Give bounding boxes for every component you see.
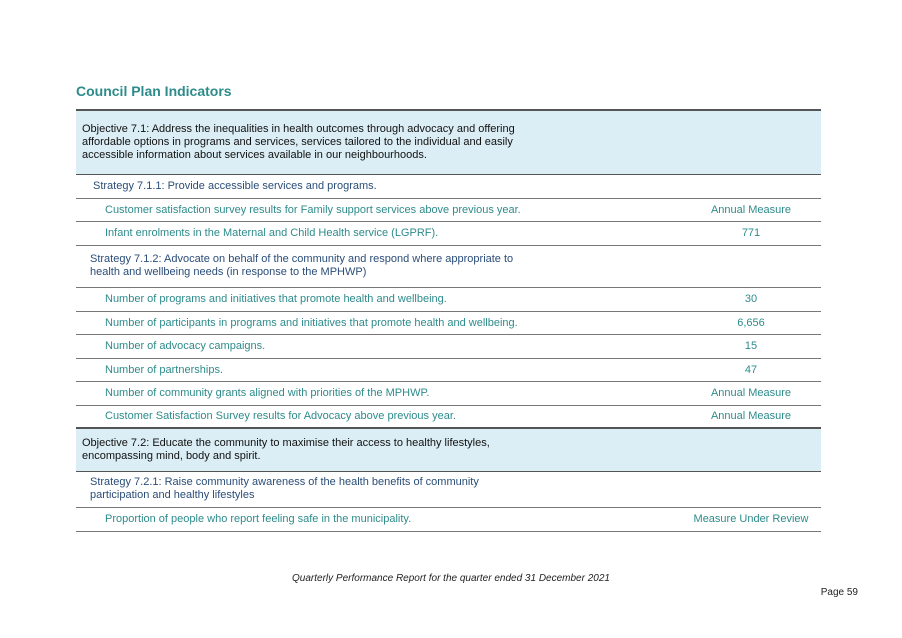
indicator-row [76,311,821,334]
strategy-text: Strategy 7.1.2: Advocate on behalf of the community and respond where appropriate to health and wellbeing needs (in response to the MPHWP) [90,253,514,278]
indicator-text: Number of community grants aligned with priorities of the MPHWP. [105,387,430,399]
footer-text: Quarterly Performance Report for the quarter ended 31 December 2021 [292,573,610,584]
indicator-value: Measure Under Review [693,513,809,525]
indicator-row [76,507,821,531]
section-title: Council Plan Indicators [76,83,232,99]
indicator-value: 6,656 [737,316,765,329]
indicator-value: Annual Measure [710,410,792,423]
indicator-value: Annual Measure [710,387,792,399]
indicator-value: 771 [741,227,761,239]
strategy-row [76,471,821,507]
strategy-text: Strategy 7.2.1: Raise community awareness of the health benefits of community participation and healthy lifestyles [90,476,479,501]
objective-value [681,110,821,174]
indicator-value: 30 [744,293,758,305]
objective-row [76,110,821,174]
indicator-row [76,198,821,221]
indicator-text: Number of participants in programs and initiatives that promote health and wellbeing. [105,316,518,329]
indicator-row [76,221,821,245]
indicator-value: 15 [744,340,758,352]
indicator-text: Number of programs and initiatives that promote health and wellbeing. [105,293,447,305]
strategy-row [76,174,821,198]
indicator-text: Proportion of people who report feeling safe in the municipality. [105,513,412,525]
strategy-value [681,174,821,198]
indicator-text: Number of advocacy campaigns. [105,340,266,352]
indicator-text: Number of partnerships. [105,363,223,376]
indicator-row [76,381,821,405]
strategy-value [681,245,821,287]
indicators-table [76,109,821,532]
indicator-row [76,334,821,358]
indicator-value: Annual Measure [710,203,792,216]
strategy-value [681,471,821,507]
indicator-value: 47 [744,363,758,376]
objective-text: Objective 7.2: Educate the community to maximise their access to healthy lifestyles, encompassing mind, body and spirit. [76,428,681,471]
strategy-row [76,245,821,287]
indicator-text: Customer satisfaction survey results for Family support services above previous year. [105,203,521,216]
objective-text: Objective 7.1: Address the inequalities in health outcomes through advocacy and offering affordable options in programs and services, services tailored to the individual and easily accessible information about services available in our neighbourhoods. [76,110,681,174]
strategy-text: Strategy 7.1.1: Provide accessible services and programs. [93,179,377,192]
indicator-row [76,405,821,428]
objective-value [681,428,821,471]
indicator-row [76,287,821,311]
objective-row [76,428,821,471]
indicator-text: Customer Satisfaction Survey results for Advocacy above previous year. [105,410,456,423]
indicator-row [76,358,821,381]
page-number: Page 59 [820,587,858,598]
indicator-text: Infant enrolments in the Maternal and Child Health service (LGPRF). [105,227,439,239]
